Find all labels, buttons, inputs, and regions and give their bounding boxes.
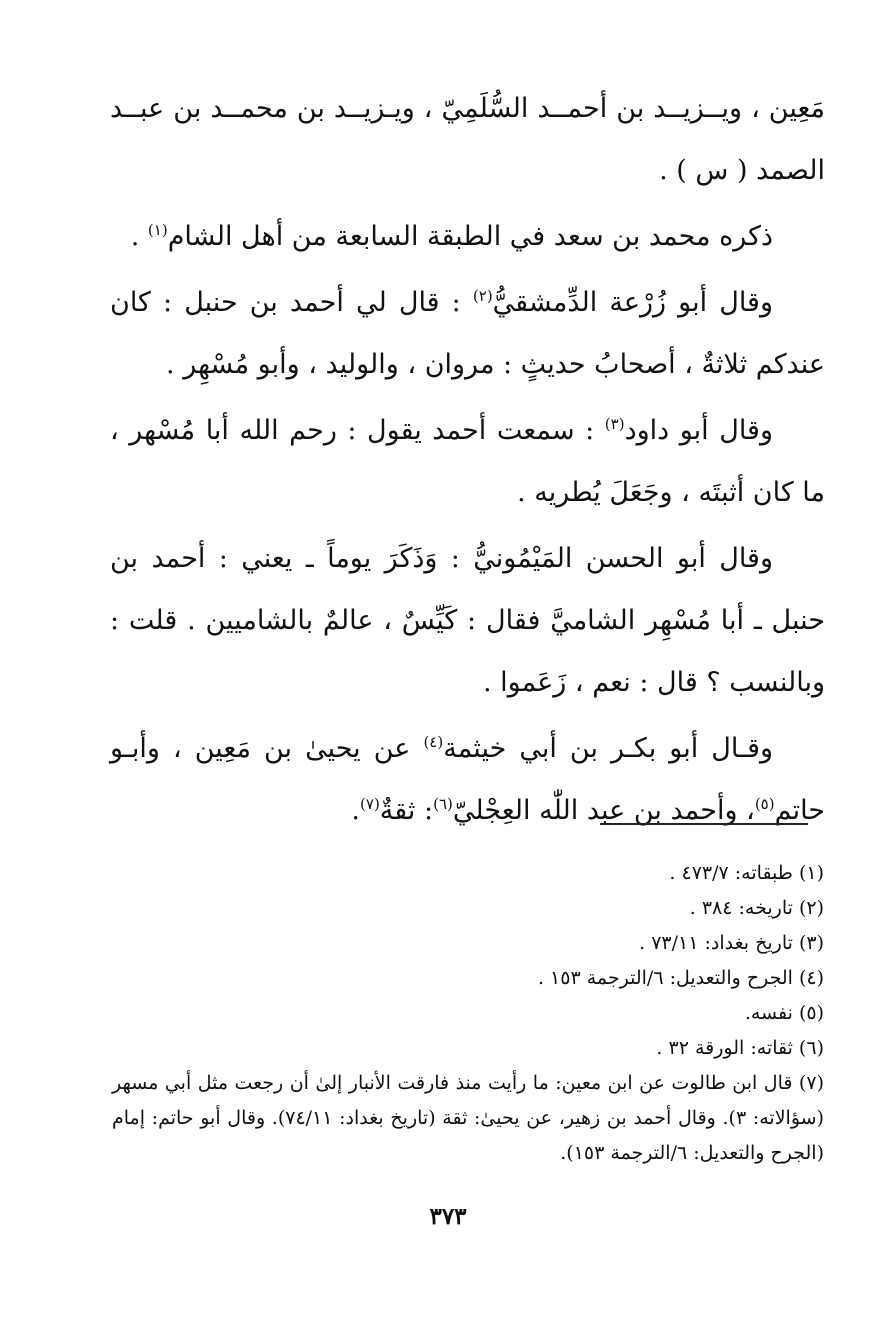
footnote-ref-7[interactable]: (٧) <box>360 795 380 813</box>
paragraph-5-text: وقال أبو الحسن المَيْمُونيُّ : وَذَكَرَ يوماً ـ يعني : أحمد بن حنبل ـ أبا مُسْهِر الشاميَّ فقال : كَيِّسٌ ، عالمٌ بالشاميين . قلت : وبالنسب ؟ قال : نعم ، زَعَموا . <box>110 543 825 698</box>
paragraph-1-text: مَعِين ، ويــزيــد بن أحمــد السُّلَمِيّ ، ويـزيــد بن محمــد بن عبــد الصمد ( س ) . <box>110 93 825 186</box>
main-text <box>110 78 825 842</box>
paragraph-1 <box>110 78 825 202</box>
footnote-3: (٣) تاريخ بغداد: ٧٣/١١ . <box>639 932 824 954</box>
footnotes <box>112 856 824 1171</box>
paragraph-6-part-5: . <box>351 795 361 826</box>
paragraph-6-part-4: : ثقةٌ <box>379 795 434 826</box>
paragraph-6-text: وقـال أبو بكـر بن أبي خيثمة <box>443 733 774 764</box>
paragraph-3 <box>110 272 825 396</box>
paragraph-3-tail: : قال لي أحمد بن حنبل : كان عندكم ثلاثةٌ ، أصحابُ حديثٍ : مروان ، والوليد ، وأبو مُسْهِر . <box>110 287 825 380</box>
footnote-4: (٤) الجرح والتعديل: ٦/الترجمة ١٥٣ . <box>537 967 824 989</box>
footnote-separator <box>600 823 808 825</box>
paragraph-4-text: وقال أبو داود <box>624 415 773 446</box>
paragraph-3-text: وقال أبو زُرْعة الدِّمشقيُّ <box>492 287 774 318</box>
paragraph-4-tail: : سمعت أحمد يقول : رحم الله أبا مُسْهر ، ما كان أثبتَه ، وجَعَلَ يُطريه . <box>110 415 825 508</box>
footnote-ref-4[interactable]: (٤) <box>423 733 444 751</box>
paragraph-6-part-3: ، وأحمد بن عبد اللّٰه العِجْليّ <box>452 795 755 826</box>
paragraph-5 <box>110 528 825 714</box>
paragraph-2-tail: . <box>130 221 148 252</box>
footnote-ref-5[interactable]: (٥) <box>754 795 775 813</box>
footnote-ref-2[interactable]: (٢) <box>472 287 493 305</box>
paragraph-4 <box>110 400 825 524</box>
paragraph-2 <box>110 206 825 268</box>
footnote-1: (١) طبقاته: ٤٧٣/٧ . <box>669 862 824 884</box>
footnote-ref-6[interactable]: (٦) <box>433 795 453 813</box>
paragraph-6-part-2: عن يحيىٰ بن مَعِين ، وأبـو حاتم <box>110 733 825 826</box>
paragraph-2-text: ذكره محمد بن سعد في الطبقة السابعة من أهل الشام <box>167 221 773 252</box>
footnote-ref-1[interactable]: (١) <box>147 221 168 239</box>
footnote-5: (٥) نفسه. <box>744 1002 824 1024</box>
footnote-6: (٦) ثقاته: الورقة ٣٢ . <box>656 1037 824 1059</box>
footnote-2: (٢) تاريخه: ٣٨٤ . <box>689 897 824 919</box>
page-number: ٣٧٣ <box>429 1203 467 1230</box>
footnote-ref-3[interactable]: (٣) <box>604 415 625 433</box>
footnote-7: (٧) قال ابن طالوت عن ابن معين: ما رأيت منذ فارقت الأنبار إلىٰ أن رجعت مثل أبي مسهر (سؤالاته: ٣). وقال أحمد بن زهير، عن يحيىٰ: ثقة (تاريخ بغداد: ٧٤/١١). وقال أبو حاتم: إمام (الجرح والتعديل: ٦/الترجمة ١٥٣). <box>112 1072 824 1164</box>
